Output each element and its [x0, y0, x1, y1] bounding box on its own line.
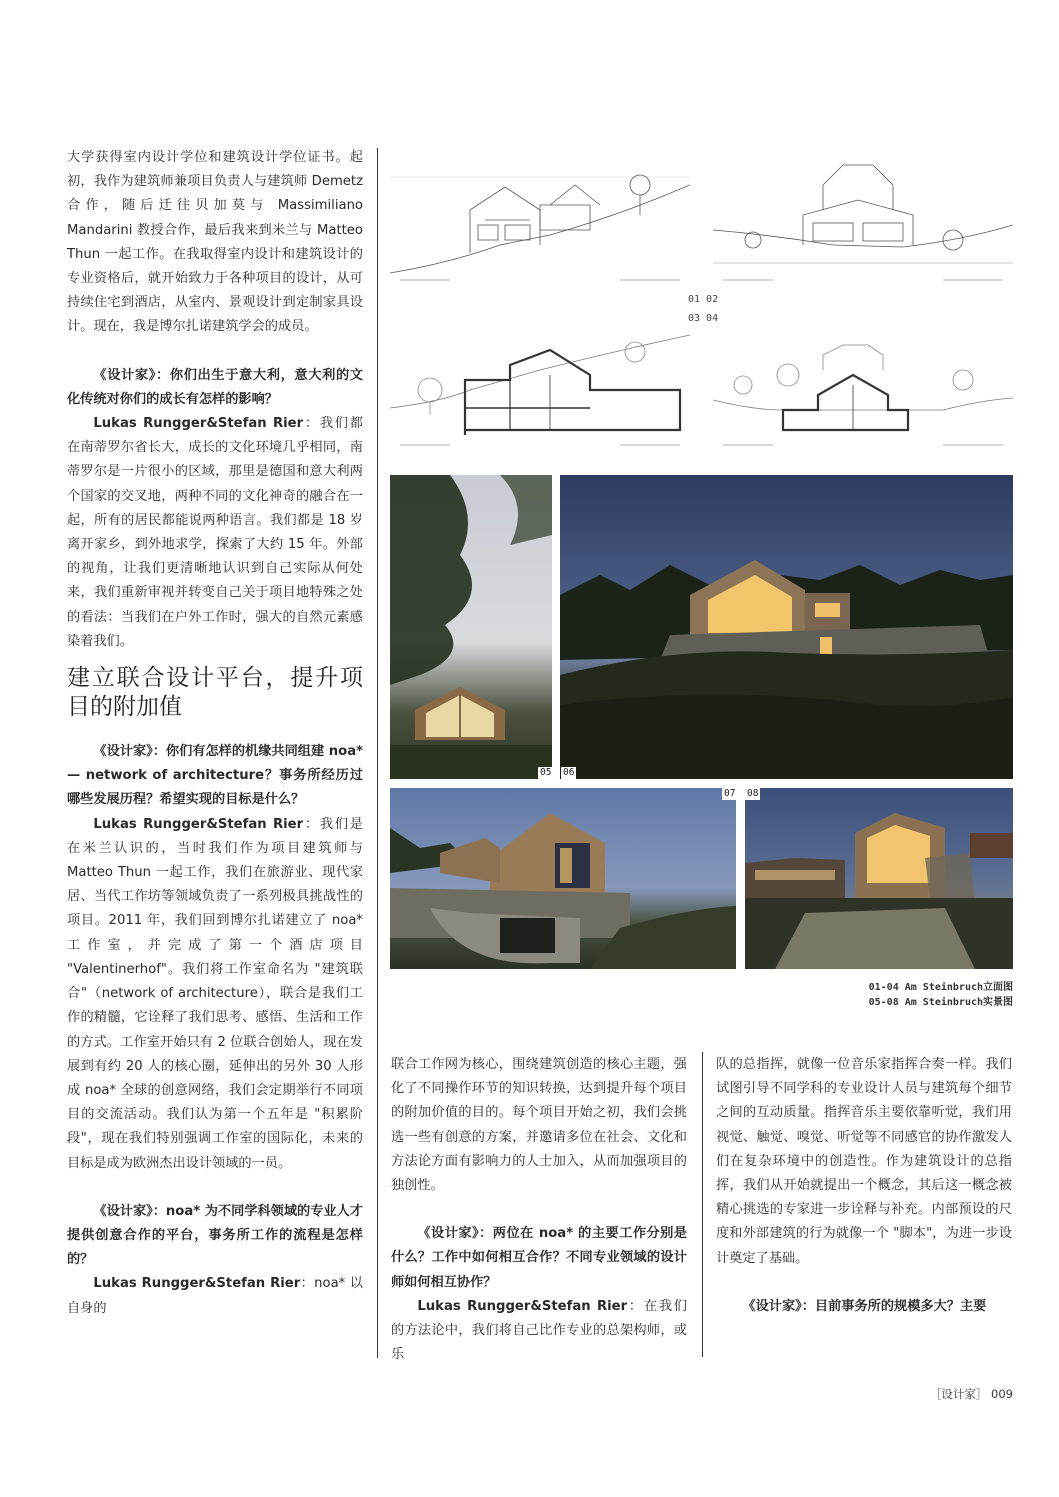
middle-paragraph: 联合工作网为核心，围绕建筑创造的核心主题，强化了不同操作环节的知识转换，达到提升每个项目的附加价值的目的。每个项目开始之初，我们会挑选一些有创意的方案，并邀请多位在社会、文化和方法论方面有影响力的人士加入，从而加强项目的独创性。 — [391, 1057, 687, 1194]
photo-number-05: 05 — [540, 767, 552, 778]
speaker-name: Lukas Rungger&Stefan Rier — [93, 1276, 301, 1292]
right-column — [716, 1053, 1012, 1319]
section-heading: 建立联合设计平台，提升项目的附加值 — [67, 665, 363, 721]
elevation-drawing-02 — [713, 145, 1013, 290]
photo-number-06: 06 — [563, 767, 575, 778]
section-drawing-03 — [390, 330, 690, 455]
page-footer: ［设计家］ 009 — [929, 1387, 1013, 1401]
answer-culture — [67, 412, 363, 654]
photo-05 — [390, 475, 552, 779]
caption-line-2: 05-08 Am Steinbruch实景图 — [868, 997, 1013, 1008]
speaker-name: Lukas Rungger&Stefan Rier — [417, 1298, 628, 1314]
question-culture: 《设计家》：你们出生于意大利，意大利的文化传统对你们的成长有怎样的影响？ — [67, 367, 363, 407]
drawing-number-row-1: 01 02 — [688, 294, 719, 305]
answer-roles — [391, 1295, 687, 1368]
column-divider-right — [702, 1052, 703, 1357]
intro-paragraph: 大学获得室内设计学位和建筑设计学位证书。起初，我作为建筑师兼项目负责人与建筑师 Demetz 合作，随后迁往贝加莫与 Massimiliano Mandarini 教授合作，最后我来到米兰与 Matteo Thun 一起工作。在我取得室内设计和建筑设计的专业资格后，就开始致力于各种项目的设计，从可持续住宅到酒店，从室内、景观设计到定制家具设计。现在，我是博尔扎诺建筑学会的成员。 — [67, 150, 363, 335]
answer-text: ：在我们的方法论中，我们将自己比作专业的总架构师，或乐 — [391, 1298, 687, 1363]
speaker-name: Lukas Rungger&Stefan Rier — [93, 416, 304, 432]
question-size: 《设计家》：目前事务所的规模多大？主要 — [742, 1298, 987, 1314]
question-founding: 《设计家》：你们有怎样的机缘共同组建 noa* — network of architecture？事务所经历过哪些发展历程？希望实现的目标是什么？ — [67, 744, 363, 808]
figure-caption — [869, 980, 1013, 1010]
photo-number-07: 07 — [724, 788, 736, 799]
drawing-number-row-2: 03 04 — [688, 313, 719, 324]
column-divider-left — [377, 148, 378, 1358]
answer-founding — [67, 813, 363, 1176]
caption-line-1: 01-04 Am Steinbruch立面图 — [868, 982, 1013, 993]
question-roles: 《设计家》：两位在 noa* 的主要工作分别是什么？工作中如何相互合作？不同专业领域的设计师如何相互协作？ — [391, 1226, 687, 1290]
answer-text: ：noa* 以自身的 — [67, 1276, 363, 1316]
right-paragraph: 队的总指挥，就像一位音乐家指挥合奏一样。我们试图引导不同学科的专业设计人员与建筑每个细节之间的互动质量。指挥音乐主要依靠听觉，我们用视觉、触觉、嗅觉、听觉等不同感官的协作激发人们在复杂环境中的创造性。作为建筑设计的总指挥，我们从开始就提出一个概念，其后这一概念被精心挑选的专家进一步诠释与补充。内部预设的尺度和外部建筑的行为就像一个 "脚本"，为进一步设计奠定了基础。 — [716, 1057, 1012, 1266]
left-column — [67, 146, 363, 1321]
section-drawing-04 — [713, 330, 1013, 455]
photo-number-08: 08 — [747, 788, 759, 799]
answer-text: ：我们都在南蒂罗尔省长大，成长的文化环境几乎相同，南蒂罗尔是一片很小的区域，那里是德国和意大利两个国家的交叉地，两种不同的文化神奇的融合在一起，所有的居民都能说两种语言。我们都是 18 岁离开家乡，到外地求学，探索了大约 15 年。外部的视角，让我们更清晰地认识到自己实际从何处来，我们重新审视并转变自己关于项目地特殊之处的看法：当我们在户外工作时，强大的自然元素感染着我们。 — [67, 416, 363, 649]
middle-column — [391, 1053, 687, 1367]
photo-06 — [560, 475, 1013, 779]
speaker-name: Lukas Rungger&Stefan Rier — [93, 816, 304, 832]
answer-text: ：我们是在米兰认识的，当时我们作为项目建筑师与 Matteo Thun 一起工作，我们在旅游业、现代家居、当代工作坊等领域负责了一系列极具挑战性的项目。2011 年，我们回到博尔扎诺建立了 noa* 工作室，并完成了第一个酒店项目 "Valentinerhof"。我们将工作室命名为 "建筑联合"（network of architecture），联合是我们工作的精髓，它诠释了我们思考、感悟、生活和工作的方式。工作室开始只有 2 位联合创始人，现在发展到有约 20 人的核心圈，延伸出的另外 30 人形成 noa* 全球的创意网络，我们会定期举行不同项目的交流活动。我们认为第一个五年是 "积累阶段"，现在我们特别强调工作室的国际化，未来的目标是成为欧洲杰出设计领域的一员。 — [67, 816, 363, 1171]
photo-07 — [390, 788, 736, 969]
elevation-drawing-01 — [390, 145, 690, 290]
answer-workflow — [67, 1272, 363, 1320]
photo-08 — [745, 788, 1013, 969]
question-workflow: 《设计家》：noa* 为不同学科领域的专业人才提供创意合作的平台，事务所工作的流程是怎样的？ — [67, 1203, 363, 1268]
